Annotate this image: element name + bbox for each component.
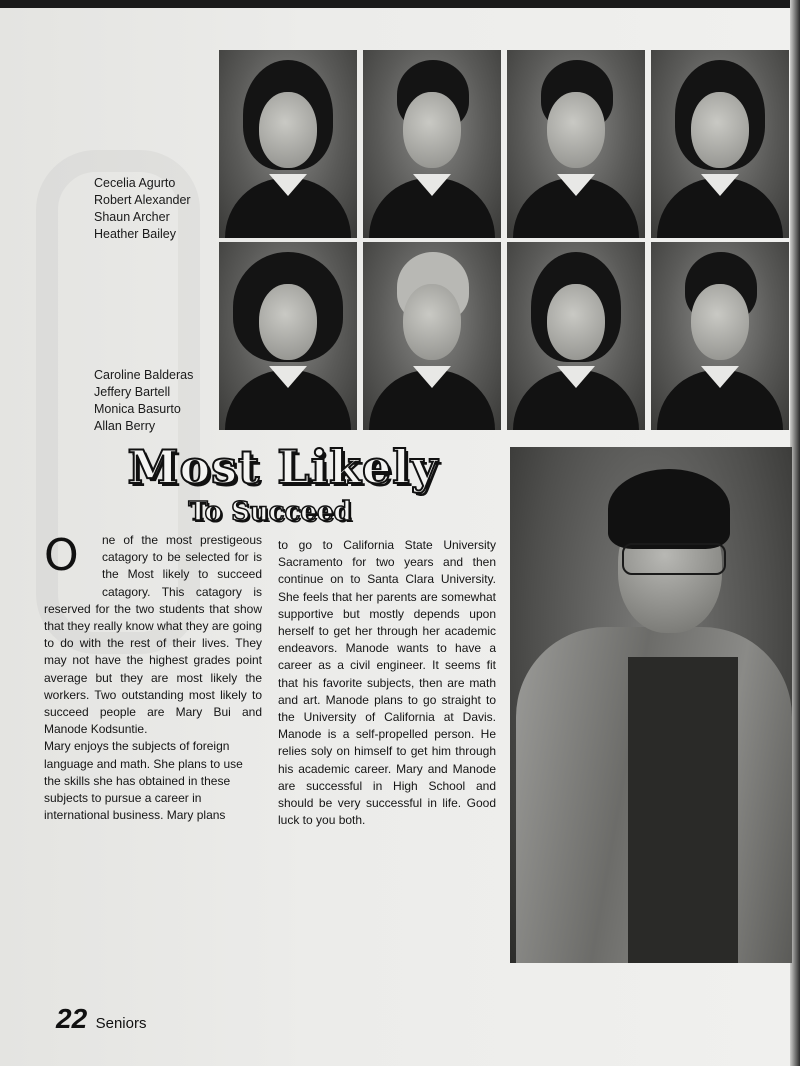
portrait-allan-berry bbox=[651, 242, 789, 430]
article-headline: Most Likely bbox=[127, 440, 439, 494]
name-caption: Jeffery Bartell bbox=[94, 385, 171, 399]
portrait-shaun-archer bbox=[507, 50, 645, 238]
portrait-cecelia-agurto bbox=[219, 50, 357, 238]
portrait-robert-alexander bbox=[363, 50, 501, 238]
portrait-caroline-balderas bbox=[219, 242, 357, 430]
page-number: 22 bbox=[56, 1003, 88, 1034]
article-column-2 bbox=[278, 537, 496, 829]
name-caption: Shaun Archer bbox=[94, 210, 170, 224]
article-paragraph: to go to California State University Sacramento for two years and then continue on to Santa Clara University. She feels that her parents are somewhat supportive but mostly depends upon herself to get her through her academic endeavors. Manode wants to have a career as a civil engineer. It seems fit that his favorite subjects, then are math and art. Manode plans to go straight to the University of California at Davis. Manode is a self-propelled person. He relies soly on himself to get him through his academic career. Mary and Manode are successful in High School and should be very successful in life. Good luck to you both. bbox=[278, 538, 496, 828]
portrait-jeffery-bartell bbox=[363, 242, 501, 430]
drop-cap: O bbox=[44, 530, 79, 581]
name-caption: Caroline Balderas bbox=[94, 368, 194, 382]
name-caption: Monica Basurto bbox=[94, 402, 181, 416]
name-caption: Robert Alexander bbox=[94, 193, 191, 207]
article-paragraph: ne of the most prestigeous catagory to be selected for is the Most likely to succeed catagory. This catagory is reserved for the two students that show that they really know what they are going to do with the rest of their lives. They may not have the highest grades point average but they are most likely the workers. Two outstanding most likely to succeed people are Mary Bui and Manode Kodsuntie. bbox=[44, 533, 262, 737]
row2-names bbox=[94, 367, 193, 435]
portrait-heather-bailey bbox=[651, 50, 789, 238]
name-caption: Allan Berry bbox=[94, 419, 156, 433]
article-column-1 bbox=[44, 532, 262, 824]
section-label: Seniors bbox=[95, 1015, 147, 1032]
row1-names bbox=[94, 175, 191, 243]
article-subheadline: To Succeed bbox=[188, 497, 352, 527]
name-caption: Heather Bailey bbox=[94, 227, 176, 241]
page-folio bbox=[56, 1003, 146, 1035]
scan-top-edge bbox=[0, 0, 800, 8]
name-caption: Cecelia Agurto bbox=[94, 176, 176, 190]
article-paragraph: Mary enjoys the subjects of foreign language and math. She plans to use the skills she has obtained in these subjects to pursue a career in international business. Mary plans bbox=[44, 739, 243, 823]
portrait-monica-basurto bbox=[507, 242, 645, 430]
feature-photo-student bbox=[510, 447, 792, 963]
